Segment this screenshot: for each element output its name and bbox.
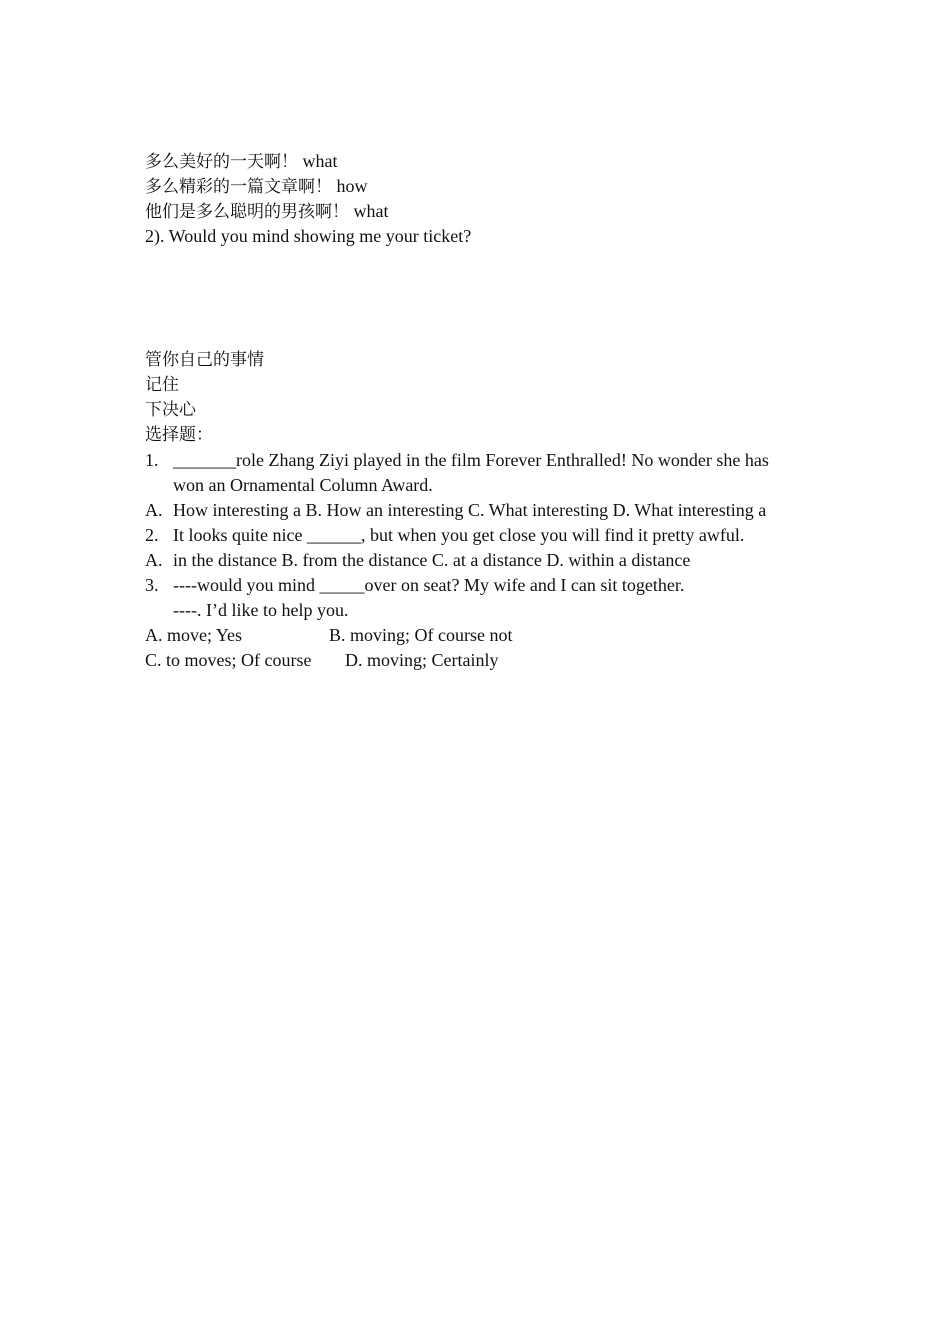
- question-text: ----would you mind _____over on seat? My wife and I can sit together.: [173, 575, 685, 595]
- question-text: It looks quite nice ______, but when you get close you will find it pretty awful.: [173, 525, 745, 545]
- phrase-make-up-mind: 下决心: [145, 400, 196, 420]
- question-2-line-1: [145, 523, 825, 548]
- option-c: C. to moves; Of course: [145, 650, 312, 670]
- options-text: How interesting a B. How an interesting C. What interesting D. What interesting a: [173, 500, 767, 520]
- exclamation-en: how: [336, 176, 368, 196]
- exclamation-line-3: [145, 199, 389, 224]
- exclamation-cn: 多么精彩的一篇文章啊！: [145, 177, 332, 197]
- phrase-mind-your-business: 管你自己的事情: [145, 350, 264, 370]
- section-title: 选择题：: [145, 425, 213, 445]
- question-number: 1.: [145, 450, 159, 470]
- question-number: 2.: [145, 525, 159, 545]
- exclamation-cn: 他们是多么聪明的男孩啊！: [145, 202, 349, 222]
- question-number: 3.: [145, 575, 159, 595]
- example-sentence-2: 2). Would you mind showing me your ticket?: [145, 226, 472, 246]
- question-text: _______role Zhang Ziyi played in the film Forever Enthralled! No wonder she has: [173, 450, 769, 470]
- exclamation-en: what: [353, 201, 389, 221]
- options-text: in the distance B. from the distance C. at a distance D. within a distance: [173, 550, 691, 570]
- option-label: A.: [145, 500, 163, 520]
- question-text: won an Ornamental Column Award.: [173, 475, 433, 495]
- exclamation-line-1: [145, 149, 338, 174]
- exclamation-line-2: [145, 174, 368, 199]
- question-3-options-cd: [145, 648, 825, 673]
- question-2-options: [145, 548, 825, 573]
- question-3-line-2: [145, 598, 825, 623]
- question-1-line-2: [145, 473, 825, 498]
- question-3-line-1: [145, 573, 825, 598]
- question-3-options-ab: [145, 623, 825, 648]
- exclamation-cn: 多么美好的一天啊！: [145, 152, 298, 172]
- question-text: ----. I’d like to help you.: [173, 600, 349, 620]
- phrase-remember: 记住: [145, 375, 179, 395]
- option-d: D. moving; Certainly: [345, 650, 499, 670]
- exclamation-en: what: [302, 151, 338, 171]
- question-1-line-1: [145, 448, 825, 473]
- option-b: B. moving; Of course not: [329, 625, 513, 645]
- option-a: A. move; Yes: [145, 625, 243, 645]
- option-label: A.: [145, 550, 163, 570]
- question-1-options: [145, 498, 825, 523]
